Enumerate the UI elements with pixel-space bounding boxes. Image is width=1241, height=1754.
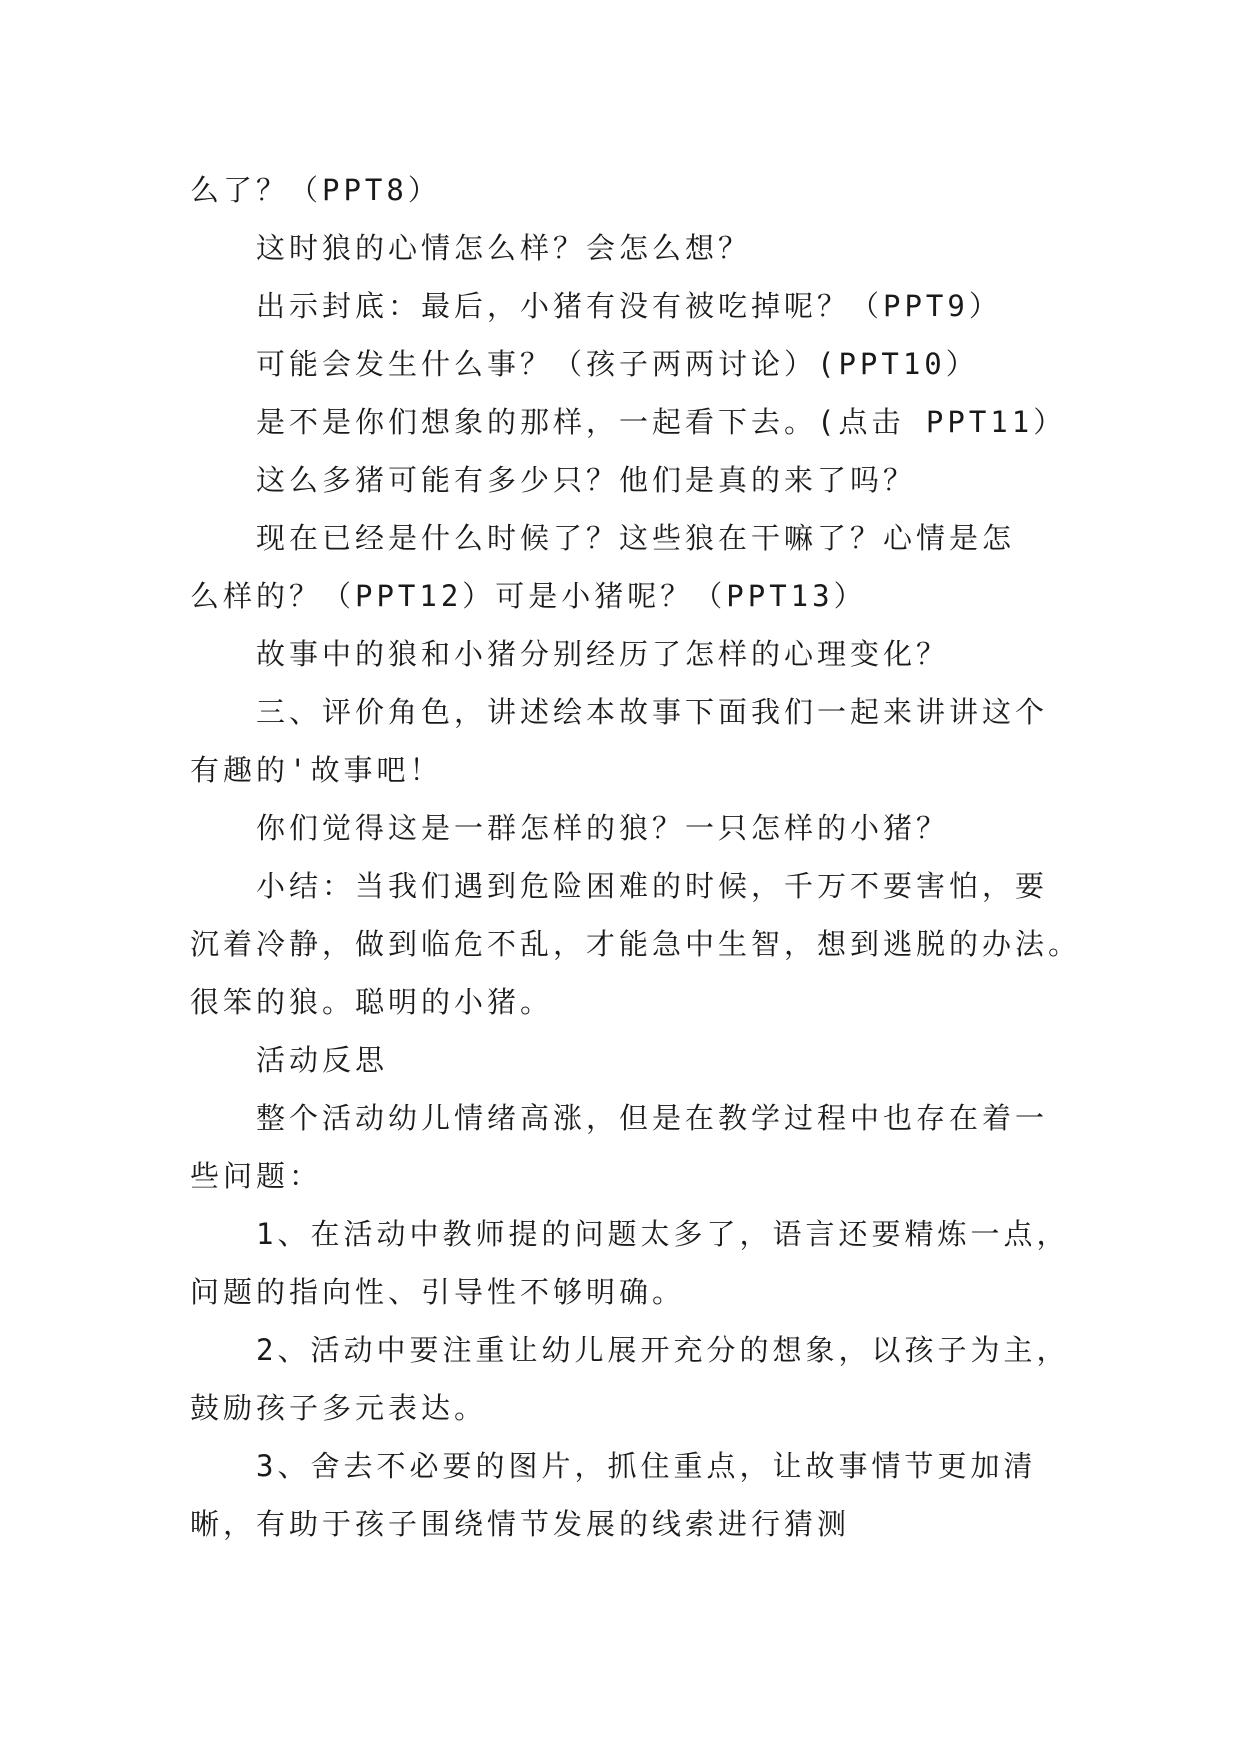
text-line: 整个活动幼儿情绪高涨，但是在教学过程中也存在着一 — [256, 1101, 1049, 1135]
text-line: 鼓励孩子多元表达。 — [190, 1391, 488, 1425]
paragraph — [190, 219, 1060, 277]
text-line: 这么多猪可能有多少只？他们是真的来了吗？ — [256, 463, 917, 497]
text-line: 些问题： — [190, 1159, 323, 1193]
paragraph — [190, 451, 1060, 509]
text-line: 么了？（PPT8） — [190, 173, 441, 207]
paragraph — [190, 1321, 1070, 1437]
text-line: 晰，有助于孩子围绕情节发展的线索进行猜测 — [190, 1507, 851, 1541]
text-line: 故事中的狼和小猪分别经历了怎样的心理变化？ — [256, 637, 950, 671]
paragraph — [190, 509, 1060, 625]
text-line: 是不是你们想象的那样，一起看下去。(点击 PPT11） — [256, 405, 1067, 439]
text-line: 沉着冷静，做到临危不乱，才能急中生智，想到逃脱的办法。 — [190, 927, 1082, 961]
text-line: 现在已经是什么时候了？这些狼在干嘛了？心情是怎 — [256, 521, 1016, 555]
text-line: 这时狼的心情怎么样？会怎么想？ — [256, 231, 752, 265]
text-line: 么样的？（PPT12）可是小猪呢？（PPT13） — [190, 579, 867, 613]
paragraph — [190, 1089, 1060, 1205]
text-line: 三、评价角色，讲述绘本故事下面我们一起来讲讲这个 — [256, 695, 1049, 729]
text-line: 可能会发生什么事？（孩子两两讨论）(PPT10） — [256, 347, 979, 381]
paragraph — [190, 335, 1060, 393]
text-line: 很笨的狼。聪明的小猪。 — [190, 985, 554, 1019]
text-line: 出示封底：最后，小猪有没有被吃掉呢？（PPT9） — [256, 289, 1002, 323]
text-line: 活动反思 — [256, 1043, 389, 1077]
paragraph — [190, 1437, 1060, 1553]
text-line: 问题的指向性、引导性不够明确。 — [190, 1275, 686, 1309]
paragraph — [190, 683, 1060, 799]
paragraph — [190, 1031, 1060, 1089]
paragraph — [190, 799, 1060, 857]
text-line: 你们觉得这是一群怎样的狼？一只怎样的小猪？ — [256, 811, 950, 845]
text-line: 1、在活动中教师提的问题太多了，语言还要精炼一点， — [256, 1217, 1070, 1251]
document-body — [190, 161, 1082, 1553]
text-line: 有趣的'故事吧！ — [190, 753, 443, 787]
text-line: 小结：当我们遇到危险困难的时候，千万不要害怕，要 — [256, 869, 1049, 903]
text-line: 3、舍去不必要的图片，抓住重点，让故事情节更加清 — [256, 1449, 1037, 1483]
paragraph — [190, 393, 1067, 451]
paragraph — [190, 277, 1060, 335]
paragraph — [190, 161, 1060, 219]
paragraph — [190, 1205, 1070, 1321]
paragraph — [190, 625, 1060, 683]
text-line: 2、活动中要注重让幼儿展开充分的想象，以孩子为主， — [256, 1333, 1070, 1367]
paragraph — [190, 857, 1082, 1031]
